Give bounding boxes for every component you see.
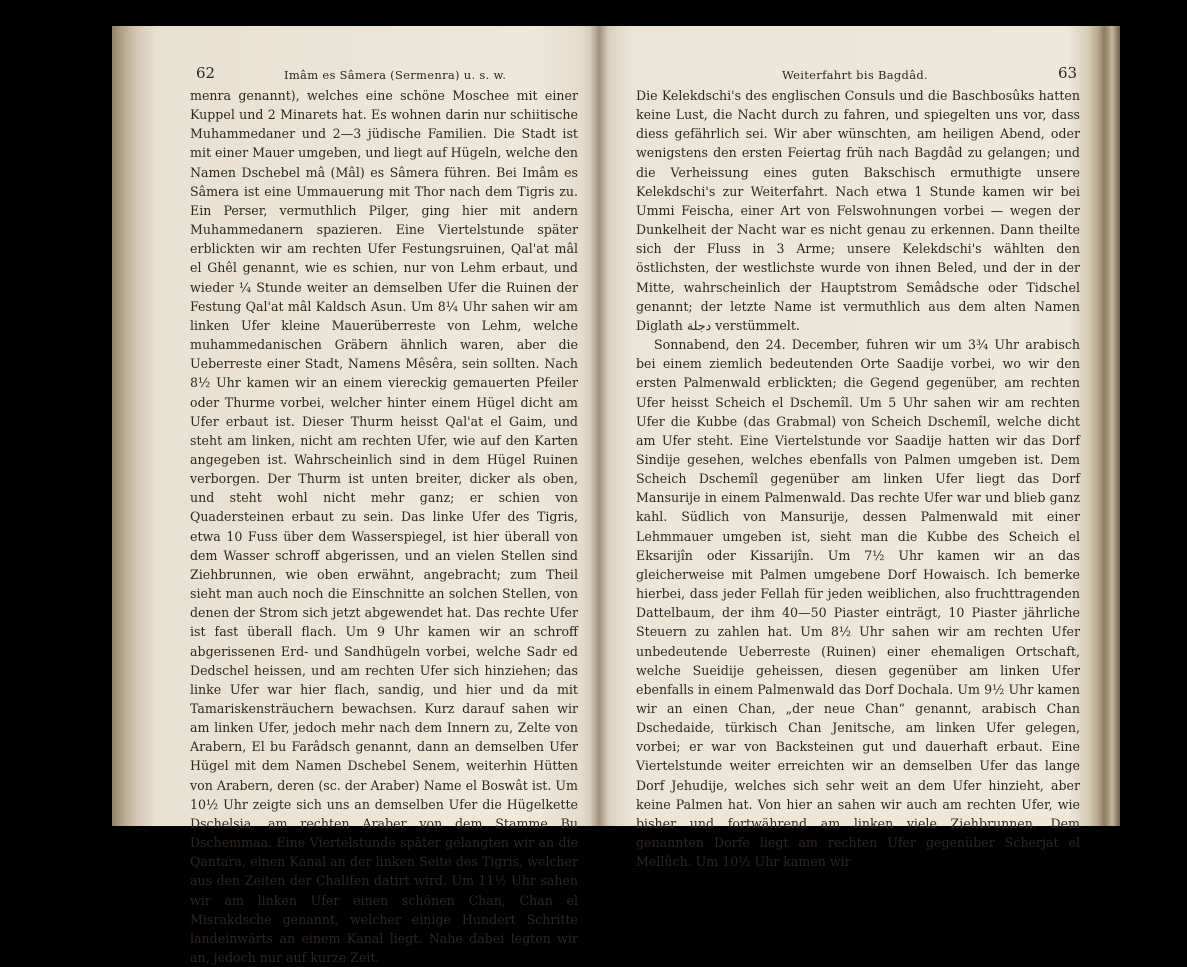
book-gutter	[590, 26, 608, 826]
running-head: Weiterfahrt bis Bagdâd.	[782, 68, 928, 82]
paragraph: Sonnabend, den 24. December, fuhren wir um 3¾ Uhr arabisch bei einem ziemlich bedeutenden Orte Saadije vorbei, wo wir den ersten Palmenwald erblickten; die Gegend gegenüber, am rechten Ufer heisst Scheich el Dschemîl. Um 5 Uhr sahen wir am rechten Ufer die Kubbe (das Grabmal) von Scheich Dschemîl, welche dicht am Ufer steht. Eine Viertelstunde vor Saadije hatten wir das Dorf Sindije gesehen, welches ebenfalls von Palmen umgeben ist. Dem Scheich Dschemîl gegenüber am linken Ufer liegt das Dorf Mansurije in einem Palmenwald. Das rechte Ufer war und blieb ganz kahl. Südlich von Mansurije, dessen Palmenwald mit einer Lehmmauer umgeben ist, sieht man die Kubbe des Scheich el Eksarijîn oder Kissarijîn. Um 7½ Uhr kamen wir an das gleicherweise mit Palmen umgebene Dorf Howaisch. Ich bemerke hierbei, dass jeder Fellah für jeden weiblichen, also fruchttragenden Dattelbaum, der ihm 40—50 Piaster einträgt, 10 Piaster jährliche Steuern zu zahlen hat. Um 8½ Uhr sahen wir am rechten Ufer unbedeutende Ueberreste (Ruinen) einer ehemaligen Ortschaft, welche Sueidije geheissen, diesen gegenüber am linken Ufer ebenfalls in einem Palmenwald das Dorf Dochala. Um 9½ Uhr kamen wir an einen Chan, „der neue Chan“ genannt, arabisch Chan Dschedaide, türkisch Chan Jenitsche, am linken Ufer gelegen, vorbei; er war von Backsteinen gut und dauerhaft erbaut. Eine Viertelstunde weiter erreichten wir an demselben Ufer das lange Dorf Jehudije, welches sich sehr weit an dem Ufer hinzieht, aber keine Palmen hat. Von hier an sahen wir auch am rechten Ufer, wie bisher und fortwährend am linken viele Ziehbrunnen. Dem genannten Dorfe liegt am rechten Ufer gegenüber Scherjat el Mellûch. Um 10½ Uhr kamen wir	[636, 337, 1080, 870]
open-book	[112, 26, 1120, 966]
right-page	[598, 26, 1120, 870]
body-text	[190, 86, 578, 967]
paragraph: Die Kelekdschi's des englischen Consuls und die Baschbosûks hatten keine Lust, die Nacht durch zu fahren, und spiegelten uns vor, dass diess gefährlich sei. Wir aber wünschten, am heiligen Abend, oder wenigstens den ersten Feiertag früh nach Bagdâd zu gelangen; und die Verheissung eines guten Bakschisch ermuthigte unsere Kelekdschi's zur Weiterfahrt. Nach etwa 1 Stunde kamen wir bei Ummi Feischa, einer Art von Felswohnungen vorbei — wegen der Dunkelheit der Nacht war es nicht genau zu erkennen. Dann theilte sich der Fluss in 3 Arme; unsere Kelekdschi's wählten den östlichsten, der westlichste wurde von ihnen Beled, und der in der Mitte, wahrscheinlich der Hauptstrom Semâdsche oder Tidschel genannt; der letzte Name ist vermuthlich aus dem alten Namen Diglath دجلة verstümmelt.	[636, 88, 1080, 333]
left-page	[112, 26, 598, 966]
running-head: Imâm es Sâmera (Sermenra) u. s. w.	[284, 68, 507, 82]
body-text	[636, 86, 1080, 871]
paragraph: menra genannt), welches eine schöne Moschee mit einer Kuppel und 2 Minarets hat. Es wohnen darin nur schiitische Muhammedaner und 2—3 jüdische Familien. Die Stadt ist mit einer Mauer umgeben, und liegt auf Hügeln, welche den Namen Dschebel mâ (Mâl) es Sâmera führen. Bei Imâm es Sâmera ist eine Ummauerung mit Thor nach dem Tigris zu. Ein Perser, vermuthlich Pilger, ging hier mit andern Muhammedanern spazieren. Eine Viertelstunde später erblickten wir am rechten Ufer Festungsruinen, Qal'at mâl el Ghêl genannt, wie es schien, nur von Lehm erbaut, und wieder ¼ Stunde weiter an demselben Ufer die Ruinen der Festung Qal'at mâl Kaldsch Asun. Um 8¼ Uhr sahen wir am linken Ufer kleine Mauerüberreste von Lehm, welche muhammedanischen Gräbern ähnlich waren, aber die Ueberreste einer Stadt, Namens Mêsêra, sein sollten. Nach 8½ Uhr kamen wir an einem viereckig gemauerten Pfeiler oder Thurme vorbei, welcher hinter einem Hügel dicht am Ufer erbaut ist. Dieser Thurm heisst Qal'at el Gaim, und steht am linken, nicht am rechten Ufer, wie auf den Karten angegeben ist. Wahrscheinlich sind in dem Hügel Ruinen verborgen. Der Thurm ist unten breiter, dicker als oben, und steht wohl nicht mehr ganz; er schien von Quadersteinen erbaut zu sein. Das linke Ufer des Tigris, etwa 10 Fuss über dem Wasserspiegel, ist hier überall von dem Wasser schroff abgerissen, und an vielen Stellen sind Ziehbrunnen, wie oben erwähnt, angebracht; zum Theil sieht man auch noch die Einschnitte an solchen Stellen, von denen der Strom sich jetzt abgewendet hat. Das rechte Ufer ist fast überall flach. Um 9 Uhr kamen wir an schroff abgerissenen Erd- und Sandhügeln vorbei, welche Sadr ed Dedschel heissen, und am rechten Ufer sich hinziehen; das linke Ufer war hier flach, sandig, und hier und da mit Tamariskensträuchern bewachsen. Kurz darauf sahen wir am linken Ufer, jedoch mehr nach dem Innern zu, Zelte von Arabern, El bu Farâdsch genannt, dann an demselben Ufer Hügel mit dem Namen Dschebel Senem, weiterhin Hütten von Arabern, deren (sc. der Araber) Name el Boswât ist. Um 10½ Uhr zeigte sich uns an demselben Ufer die Hügelkette Dschelsia, am rechten Araber von dem Stamme Bu Dschemmaa. Eine Viertelstunde später gelangten wir an die Qantara, einen Kanal an der linken Seite des Tigris, welcher aus den Zeiten der Chalifen datirt wird. Um 11½ Uhr sahen wir am linken Ufer einen schönen Chan, Chan el Misrakdsche genannt, welcher einige Hundert Schritte landeinwärts an einem Kanal liegt. Nahe dabei legten wir an, jedoch nur auf kurze Zeit.	[190, 88, 578, 966]
page-number: 62	[196, 64, 216, 82]
page-number: 63	[1058, 64, 1078, 82]
